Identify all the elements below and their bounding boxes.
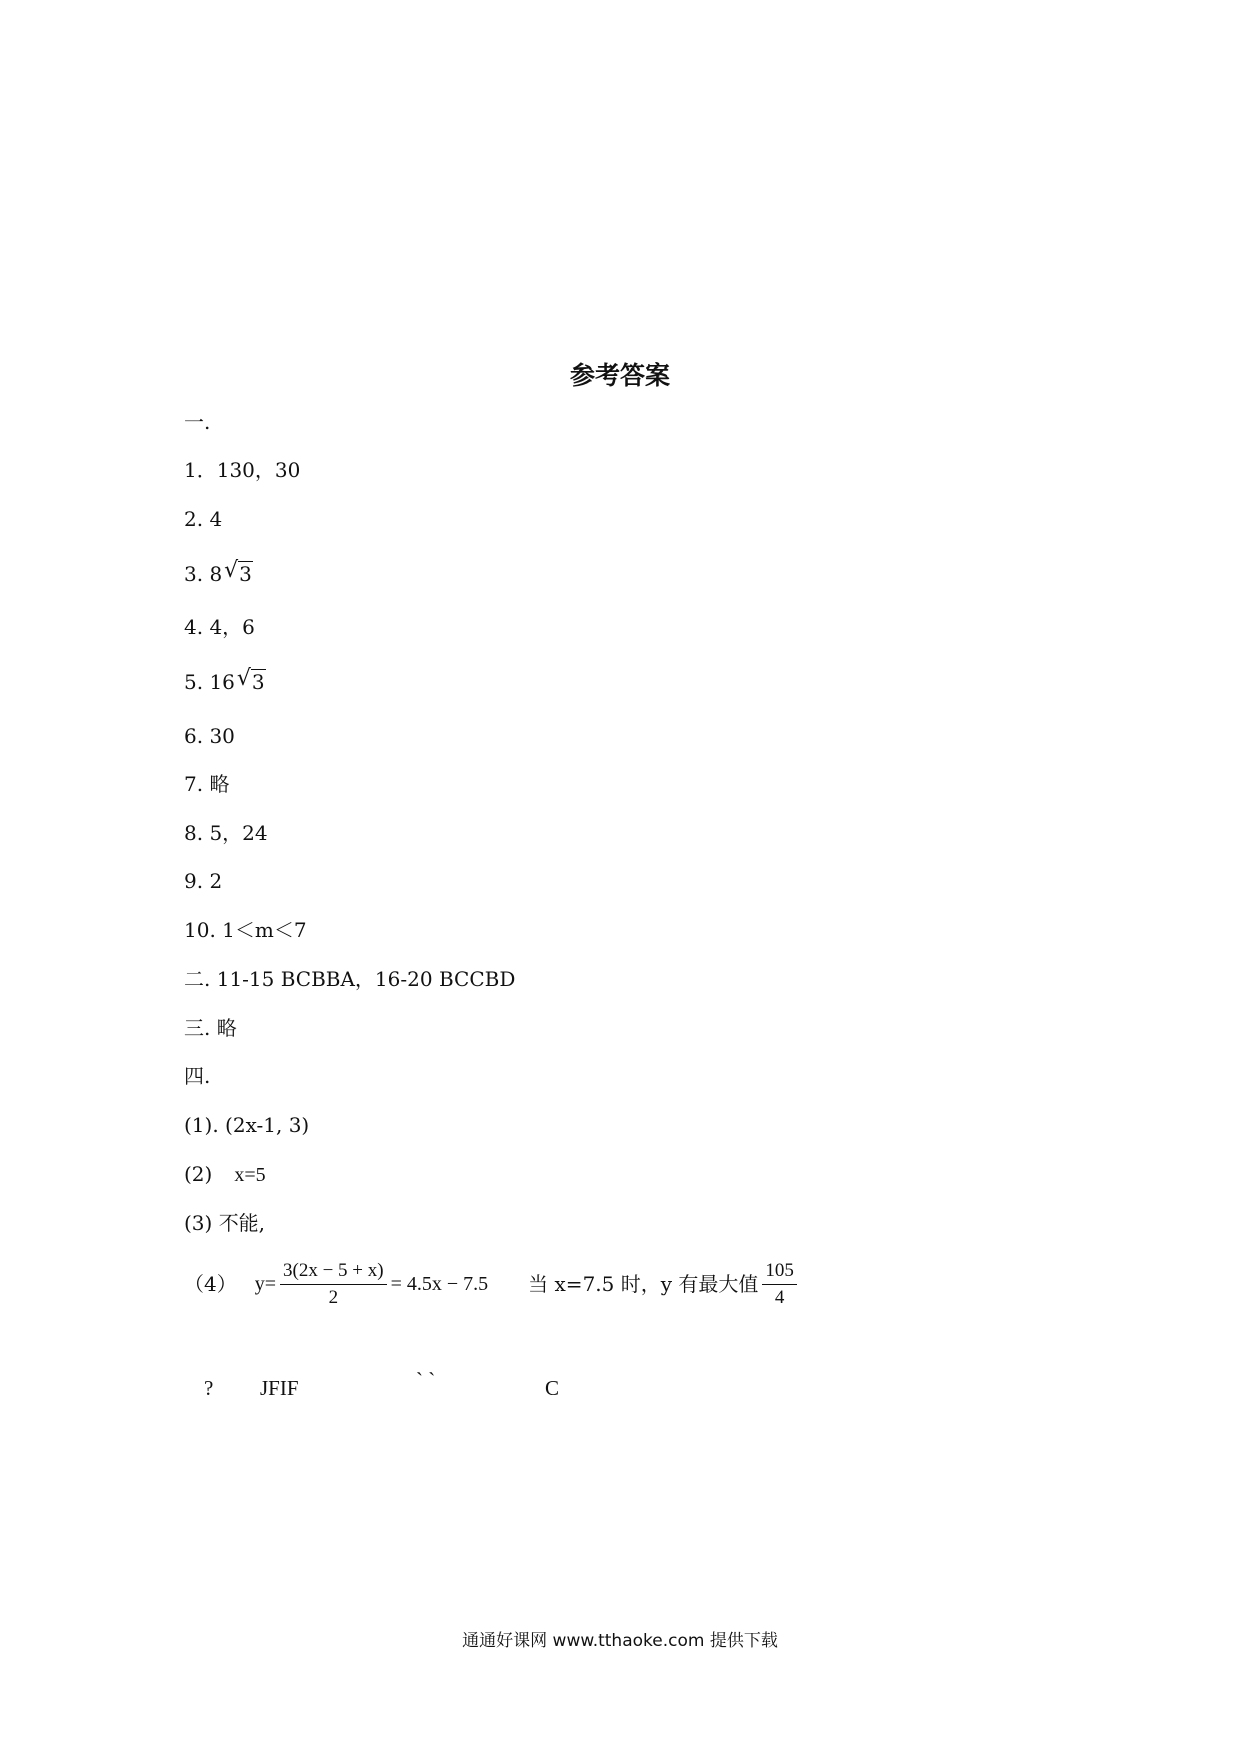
fraction-denominator: 2 [328, 1286, 339, 1308]
sqrt-expression [237, 668, 266, 696]
question-1-answer: (1). (2x-1, 3) [184, 1113, 310, 1137]
section-4-heading: 四. [184, 1064, 211, 1088]
question-4-answer [184, 1256, 801, 1312]
answer-2: 2. 4 [184, 507, 223, 531]
answer-3 [184, 560, 253, 588]
fraction-numerator: 3(2x − 5 + x) [280, 1258, 387, 1285]
answer-4: 4. 4，6 [184, 615, 255, 639]
max-value-fraction [762, 1258, 797, 1311]
sqrt-expression [224, 560, 253, 588]
section-3-answers: 三. 略 [184, 1016, 237, 1040]
radicand: 3 [239, 562, 252, 586]
section-1-heading: 一. [184, 410, 211, 434]
y-equals: y= [254, 1273, 277, 1295]
equation-rhs: = 4.5x − 7.5 [390, 1273, 489, 1295]
question-2-value: x=5 [234, 1164, 266, 1186]
question-2-label: (2) [184, 1162, 213, 1186]
footer-source: 通通好课网 www.tthaoke.com 提供下载 [462, 1631, 778, 1651]
question-4-label: （4） [184, 1272, 237, 1296]
question-3-answer: (3) 不能, [184, 1211, 266, 1235]
answer-10: 10. 1＜m＜7 [184, 918, 307, 942]
answer-9: 9. 2 [184, 869, 223, 893]
answer-7: 7. 略 [184, 772, 230, 796]
expression-fraction [280, 1258, 387, 1311]
answer-5-prefix: 5. 16 [184, 670, 235, 694]
artifact-question-mark: ? [204, 1376, 214, 1400]
page-title: 参考答案 [569, 361, 670, 390]
max-value-denominator: 4 [774, 1286, 785, 1308]
radicand: 3 [251, 670, 265, 694]
answer-5 [184, 668, 266, 696]
answer-8: 8. 5，24 [184, 821, 268, 845]
max-value-text: 当 x=7.5 时，y 有最大值 [528, 1272, 759, 1296]
answer-6: 6. 30 [184, 724, 235, 748]
radical-sign-icon: √ [236, 666, 251, 691]
artifact-jfif: JFIF [260, 1376, 299, 1400]
max-value-numerator: 105 [762, 1258, 797, 1285]
artifact-letter-c: C [545, 1376, 560, 1400]
artifact-ticks: ` ` [416, 1368, 436, 1392]
section-2-answers: 二. 11-15 BCBBA，16-20 BCCBD [184, 967, 516, 991]
answer-3-prefix: 3. 8 [184, 562, 223, 586]
radical-sign-icon: √ [224, 558, 239, 583]
answer-1: 1．130，30 [184, 458, 301, 482]
question-2-answer [184, 1160, 266, 1189]
